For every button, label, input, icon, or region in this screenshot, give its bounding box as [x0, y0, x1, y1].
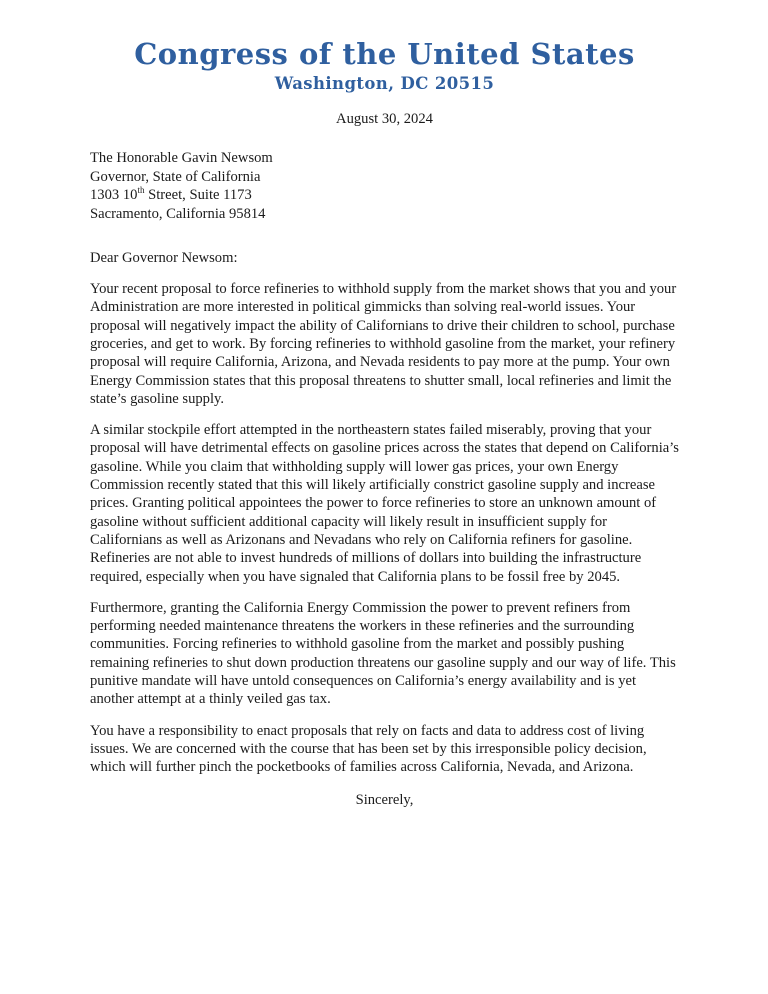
body-paragraph-4: You have a responsibility to enact proposals that rely on facts and data to address cost of living issues. We are concerned with the course that has been set by this irresponsible policy decision, which will further pinch the pocketbooks of families across California, Nevada, and Arizona. — [90, 722, 647, 776]
salutation: Dear Governor Newsom: — [90, 250, 238, 267]
body-paragraph-3: Furthermore, granting the California Energy Commission the power to prevent refiners from performing needed maintenance threatens the workers in these refineries and the surrounding communities. Forcing refineries to withhold gasoline from the market and possibly pushing remaining refineries to shut down production threatens our gasoline supply and our way of life. This punitive mandate will have untold consequences on California’s energy availability and is yet another attempt at a thinly veiled gas tax. — [90, 599, 676, 708]
body-paragraph-1: Your recent proposal to force refineries to withhold supply from the market shows that you and your Administration are more interested in political gimmicks than solving real-world issues. Your proposal will negatively impact the ability of Californians to drive their children to school, purchase groceries, and get to work. By forcing refineries to withhold gasoline from the market, your refinery proposal will require California, Arizona, and Nevada residents to pay more at the pump. Your own Energy Commission states that this proposal threatens to shutter small, local refineries and limit the state’s gasoline supply. — [90, 281, 677, 407]
recipient-address-block — [90, 149, 679, 223]
recipient-street-number: 1303 10 — [90, 187, 138, 204]
recipient-street-name: Street, Suite 1173 — [144, 187, 252, 204]
recipient-name: The Honorable Gavin Newsom — [90, 150, 273, 167]
closing-signoff: Sincerely, — [355, 791, 414, 808]
letter-date: August 30, 2024 — [336, 111, 433, 128]
letterhead-title: Congress of the United States — [134, 37, 635, 71]
recipient-street-ordinal: th — [137, 185, 145, 196]
recipient-city: Sacramento, California 95814 — [90, 205, 266, 222]
recipient-street — [90, 186, 679, 204]
body-paragraph-2: A similar stockpile effort attempted in the northeastern states failed miserably, proving that your proposal will have detrimental effects on gasoline prices across the states that depend on California’s gasoline. While you claim that withholding supply will lower gas prices, your own Energy Commission recently stated that this will likely artificially constrict gasoline supply and increase prices. Granting political appointees the power to force refineries to store an unknown amount of gasoline without sufficient additional capacity will likely result in insufficient supply for Californians as well as Arizonans and Nevadans who rely on California refiners for gasoline. Refineries are not able to invest hundreds of millions of dollars into building the infrastructure required, especially when you have signaled that California plans to be fossil free by 2045. — [90, 422, 679, 585]
recipient-title: Governor, State of California — [90, 168, 261, 185]
letterhead — [90, 38, 679, 93]
letterhead-subtitle: Washington, DC 20515 — [274, 74, 495, 94]
